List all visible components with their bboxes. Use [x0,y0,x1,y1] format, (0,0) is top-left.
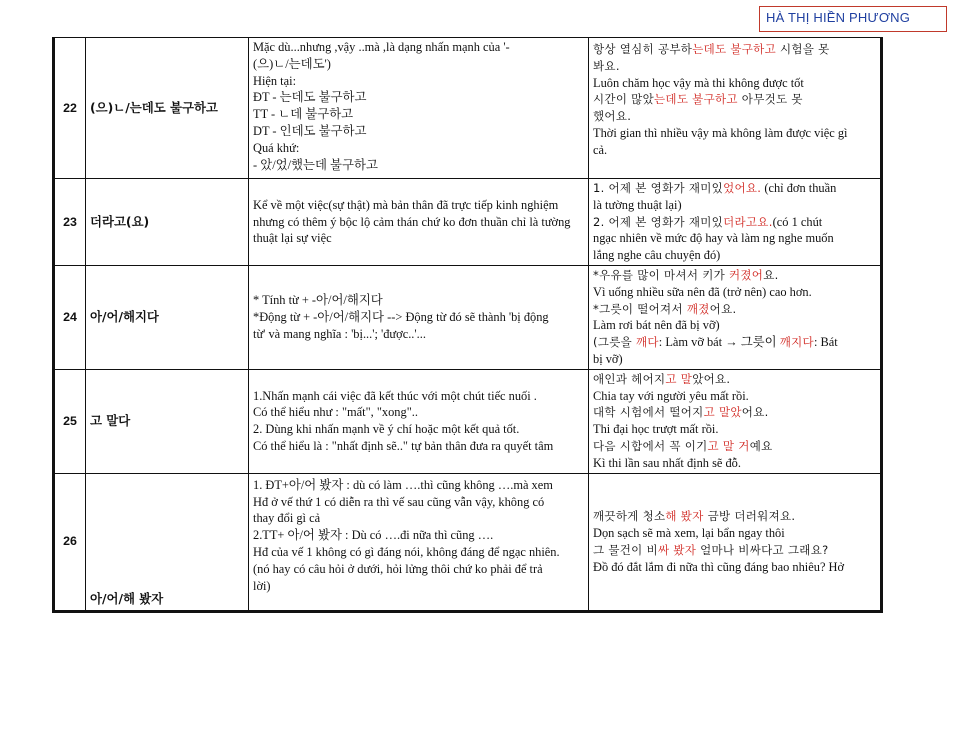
explanation-line: (nó hay có câu hỏi ở dưới, hỏi lửng thôi chứ ko phải để trả [253,561,543,576]
example-text: 그 물건이 비 [593,542,658,557]
example-translation: Thi đại học trượt mất rồi. [593,422,719,437]
example-translation: bị vỡ) [593,351,623,366]
example-line [593,371,876,388]
example-line [593,301,876,318]
example-text: *우유를 많이 마셔서 키가 [593,267,729,282]
example-line [593,404,876,421]
example-text: 예요 [749,438,773,453]
row-number: 24 [54,265,86,369]
explanation-line: TT - ㄴ데 불구하고 [253,107,354,122]
example-translation: Thời gian thì nhiều vậy mà không làm được việc gì [593,125,848,140]
explanation-line: thay đổi gì cả [253,511,321,526]
table-row-25 [54,369,882,473]
explanation-line: - 았/었/했는데 불구하고 [253,157,378,172]
example-translation: Dọn sạch sẽ mà xem, lại bẩn ngay thôi [593,525,785,540]
explanation-cell [249,473,589,611]
example-line [593,91,876,108]
example-text: 금방 더러워져요. [703,509,796,524]
row-number: 23 [54,179,86,266]
example-line [593,334,876,351]
example-highlight: 깨졌 [686,301,710,316]
explanation-line: lời) [253,578,271,593]
example-translation: Vì uống nhiều sữa nên đã (trở nên) cao hơn. [593,284,812,299]
example-text: 어요. [709,301,737,316]
example-text: (그릇을 [593,335,636,350]
example-highlight: 고 말았 [703,405,742,420]
grammar-pattern: 더라고(요) [86,179,249,266]
example-cell [589,179,882,266]
example-text: 얼마나 비싸다고 그래요? [696,542,829,557]
grammar-pattern: 아/어/해지다 [86,265,249,369]
grammar-pattern: 고 말다 [86,369,249,473]
example-line [593,41,876,58]
example-text: 시험을 못 [776,42,830,56]
example-text: : Làm vỡ bát → 그릇이 [658,335,780,350]
example-highlight: 커졌어 [728,267,764,282]
table-row-24 [54,265,882,369]
row-number: 26 [54,473,86,611]
example-translation: lắng nghe câu chuyện đó) [593,248,721,263]
example-text: (chỉ đơn thuần [761,181,837,195]
example-line: 봐요. [593,58,620,73]
example-highlight: 더라고요. [723,214,773,229]
example-cell [589,38,882,179]
example-line [593,267,876,284]
explanation-line: (으)ㄴ/는데도') [253,56,331,71]
grammar-pattern: (으)ㄴ/는데도 불구하고 [86,38,249,179]
explanation-line: 2.TT+ 아/어 봤자 : Dù có ….đi nữa thì cũng …. [253,528,494,543]
example-text: 요. [763,267,779,282]
example-highlight: 해 봤자 [665,509,704,524]
example-text: *그릇이 떨어져서 [593,301,687,316]
explanation-line: Quá khứ: [253,140,300,155]
explanation-line: từ' và mang nghĩa : 'bị...'; 'được..'... [253,326,426,341]
example-text: 애인과 헤어지 [593,371,666,386]
example-translation: Luôn chăm học vậy mà thi không được tốt [593,75,804,90]
explanation-line: Có thể hiểu như : "mất", "xong".. [253,405,418,420]
example-translation: Đồ đó đắt lắm đi nữa thì cũng đáng bao nhiêu? Hở [593,559,845,574]
example-line [593,508,876,525]
example-text: 았어요. [692,371,731,386]
explanation-line: 1.Nhấn mạnh cái việc đã kết thúc với một chút tiếc nuối . [253,388,537,403]
example-cell [589,265,882,369]
grammar-pattern: 아/어/해 봤자 [86,473,249,611]
grammar-table [52,37,883,613]
example-line [593,438,876,455]
example-translation: Làm rơi bát nên đã bị vỡ) [593,318,720,333]
row-number: 25 [54,369,86,473]
example-text: 다음 시합에서 꼭 이기 [593,438,708,453]
example-highlight: 고 말 거 [707,438,750,453]
example-text: (có 1 chút [772,214,823,229]
example-highlight: 싸 봤자 [657,542,697,557]
example-highlight: 깨다 [635,335,659,350]
example-translation: Chia tay với người yêu mất rồi. [593,388,749,403]
example-text: : Bát [813,335,838,350]
explanation-cell [249,265,589,369]
example-line [593,542,876,559]
example-line [593,214,876,231]
example-text: 2. 어제 본 영화가 재미있 [593,214,724,229]
explanation-cell [249,369,589,473]
example-text: 깨끗하게 청소 [593,509,666,524]
explanation-line: Mặc dù...nhưng ,vậy ..mà ,là dạng nhấn mạnh của '- [253,40,510,54]
example-translation: là tường thuật lại) [593,197,682,212]
explanation-cell [249,38,589,179]
explanation-cell [249,179,589,266]
example-text: 대학 시험에서 떨어지 [593,405,704,420]
example-cell [589,473,882,611]
explanation-line: 1. ĐT+아/어 봤자 : dù có làm ….thì cũng không ….mà xem [253,477,553,492]
example-highlight: 었어요. [723,181,762,195]
explanation-line: *Động từ + -아/어/해지다 --> Động từ đó sẽ thành 'bị động [253,309,549,324]
example-translation: ngạc nhiên về mức độ hay và làm ng nghe muốn [593,231,834,246]
example-cell [589,369,882,473]
example-highlight: 는데도 불구하고 [692,42,777,56]
explanation-line: DT - 인데도 불구하고 [253,123,367,138]
example-highlight: 깨지다 [779,335,814,350]
explanation-line: Hđ của vế 1 không có gì đáng nói, không đáng để ngạc nhiên. [253,544,560,559]
example-text: 아무것도 못 [737,92,803,107]
table-row-22 [54,38,882,179]
explanation-text: Kể về một việc(sự thật) mà bản thân đã trực tiếp kinh nghiệm nhưng có thêm ý bộc lộ cảm thán chứ ko đơn thuần chỉ là tường thuật lại sự việc [253,197,571,246]
author-name-box [759,6,947,32]
example-translation: cả. [593,142,608,157]
explanation-line: Hiện tại: [253,73,297,88]
explanation-line: * Tính từ + -아/어/해지다 [253,293,383,308]
explanation-line: 2. Dùng khi nhấn mạnh về ý chí hoặc một kết quả tốt. [253,422,520,437]
example-line [593,180,876,197]
example-text: 항상 열심히 공부하 [593,42,693,56]
example-highlight: 고 말 [665,371,693,386]
author-name: HÀ THỊ HIỀN PHƯƠNG [766,10,911,25]
explanation-line: ĐT - 는데도 불구하고 [253,90,367,105]
example-text: 시간이 많았 [593,92,654,107]
row-number: 22 [54,38,86,179]
table-row-23 [54,179,882,266]
explanation-line: Hđ ở vế thứ 1 có diễn ra thì vế sau cũng vẫn vậy, không có [253,494,545,509]
table-row-26 [54,473,882,611]
explanation-line: Có thể hiểu là : "nhất định sẽ.." tự bản thân đưa ra quyết tâm [253,439,554,454]
example-highlight: 는데도 불구하고 [654,92,738,107]
example-text: 어요. [741,405,769,420]
example-text: 1. 어제 본 영화가 재미있 [593,181,724,195]
example-translation: Kì thi lần sau nhất định sẽ đỗ. [593,455,741,470]
example-line: 했어요. [593,109,632,124]
